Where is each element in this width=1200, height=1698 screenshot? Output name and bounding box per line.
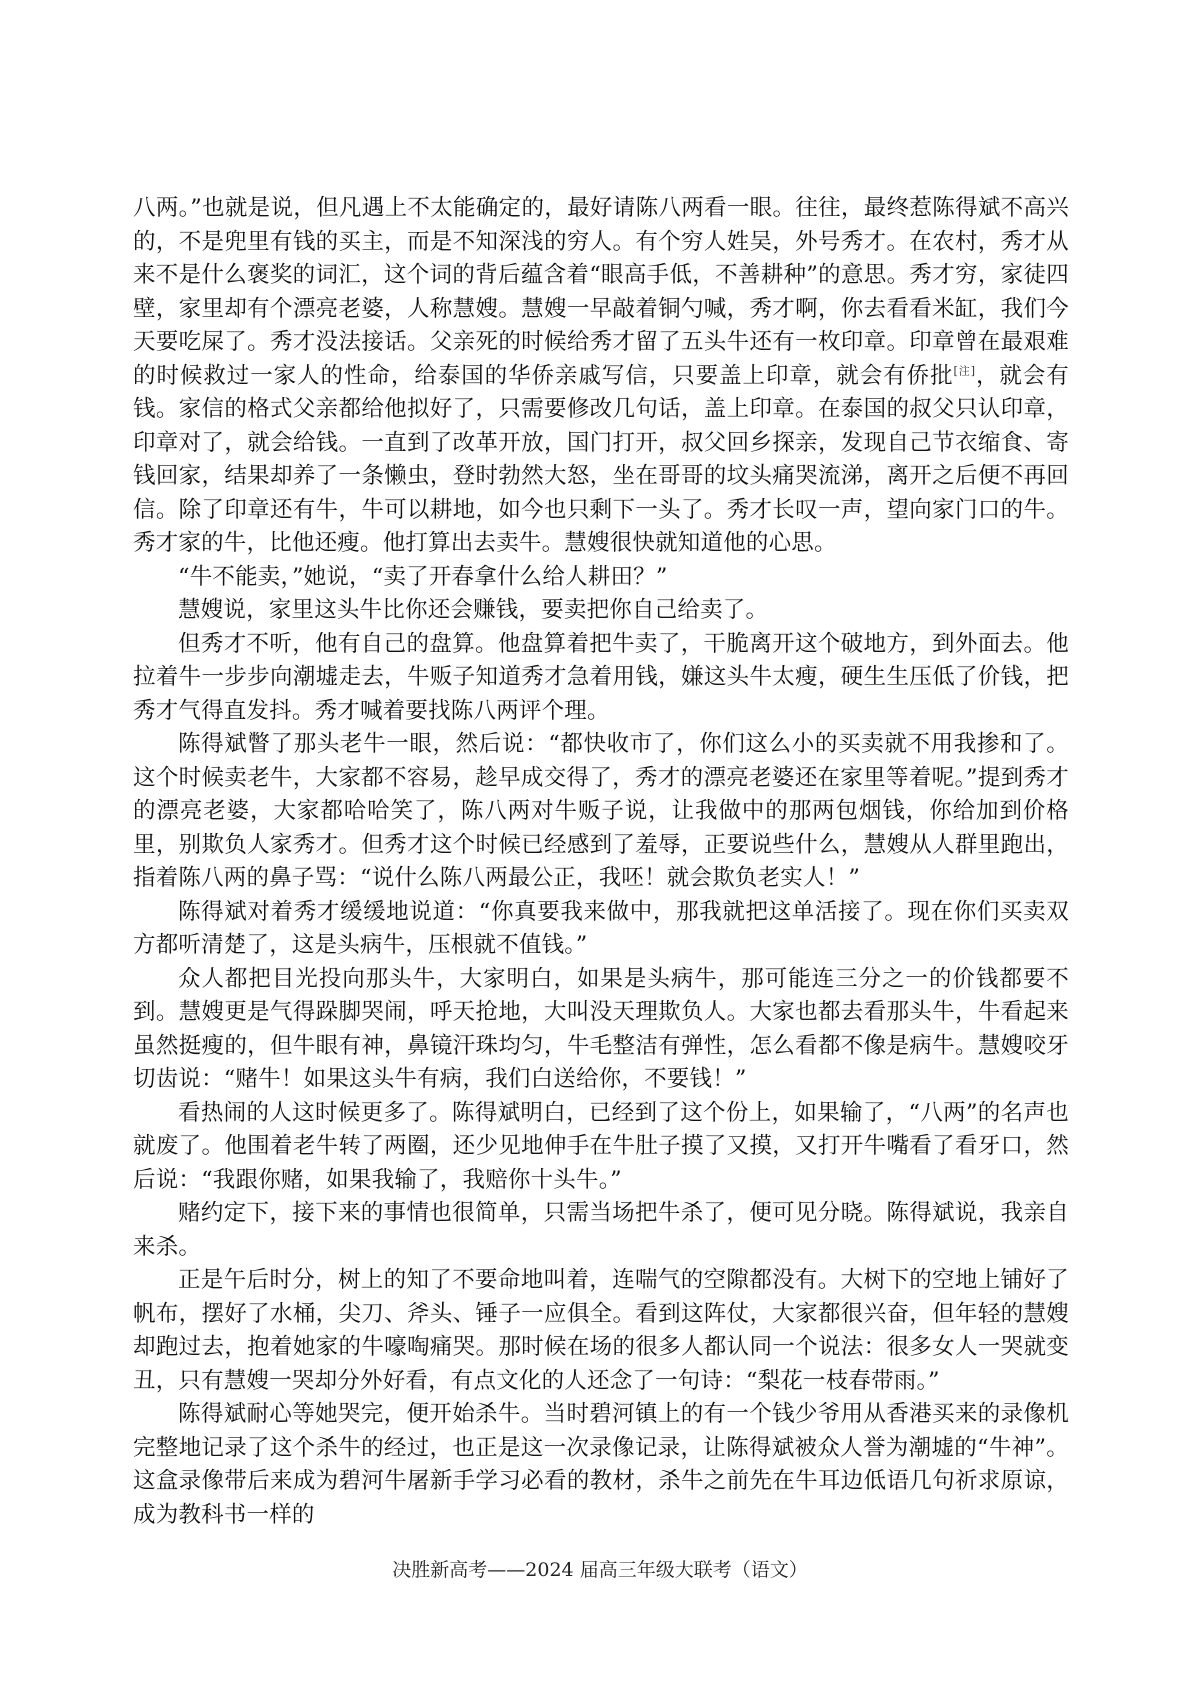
paragraph-1-text-a: 八两。”也就是说，但凡遇上不太能确定的，最好请陈八两看一眼。往往，最终惹陈得斌不高兴的，不是兜里有钱的买主，而是不知深浅的穷人。有个穷人姓吴，外号秀才。在农村，秀才从来不是什么褒奖的词汇，这个词的背后蕴含着“眼高手低，不善耕种”的意思。秀才穷，家徒四壁，家里却有个漂亮老婆，人称慧嫂。慧嫂一早敲着铜勺喊，秀才啊，你去看看米缸，我们今天要吃屎了。秀才没法接话。父亲死的时候给秀才留了五头牛还有一枚印章。印章曾在最艰难的时候救过一家人的性命，给泰国的华侨亲戚写信，只要盖上印章，就会有侨批: [133, 195, 1069, 389]
paragraph-10: 正是午后时分，树上的知了不要命地叫着，连喘气的空隙都没有。大树下的空地上铺好了帆布，摆好了水桶，尖刀、斧头、锤子一应俱全。看到这阵仗，大家都很兴奋，但年轻的慧嫂却跑过去，抱着她家的牛嚎啕痛哭。那时候在场的很多人都认同一个说法：很多女人一哭就变丑，只有慧嫂一哭却分外好看，有点文化的人还念了一句诗：“梨花一枝春带雨。”: [133, 1267, 1069, 1394]
page-footer: 决胜新高考——2024 届高三年级大联考（语文）: [392, 1559, 808, 1581]
paragraph-4: 但秀才不听，他有自己的盘算。他盘算着把牛卖了，干脆离开这个破地方，到外面去。他拉着牛一步步向潮墟走去，牛贩子知道秀才急着用钱，嫌这头牛太瘦，硬生生压低了价钱，把秀才气得直发抖。秀才喊着要找陈八两评个理。: [133, 630, 1069, 724]
paragraph-1: [133, 192, 1069, 561]
story-text: [133, 192, 1069, 1532]
paragraph-7: 众人都把目光投向那头牛，大家明白，如果是头病牛，那可能连三分之一的价钱都要不到。慧嫂更是气得跺脚哭闹，呼天抢地，大叫没天理欺负人。大家也都去看那头牛，牛看起来虽然挺瘦的，但牛眼有神，鼻镜汗珠均匀，牛毛整洁有弹性，怎么看都不像是病牛。慧嫂咬牙切齿说：“赌牛！如果这头牛有病，我们白送给你，不要钱！”: [133, 965, 1069, 1092]
paragraph-8: 看热闹的人这时候更多了。陈得斌明白，已经到了这个份上，如果输了，“八两”的名声也就废了。他围着老牛转了两圈，还少见地伸手在牛肚子摸了又摸，又打开牛嘴看了看牙口，然后说：“我跟你赌，如果我输了，我赔你十头牛。”: [133, 1099, 1069, 1193]
paragraph-3: 慧嫂说，家里这头牛比你还会赚钱，要卖把你自己给卖了。: [178, 597, 769, 623]
paragraph-11: 陈得斌耐心等她哭完，便开始杀牛。当时碧河镇上的有一个钱少爷用从香港买来的录像机完整地记录了这个杀牛的经过，也正是这一次录像记录，让陈得斌被众人誉为潮墟的“牛神”。这盒录像带后来成为碧河牛屠新手学习必看的教材，杀牛之前先在牛耳边低语几句祈求原谅，成为教科书一样的: [133, 1401, 1069, 1528]
paragraph-6: 陈得斌对着秀才缓缓地说道：“你真要我来做中，那我就把这单活接了。现在你们买卖双方都听清楚了，这是头病牛，压根就不值钱。”: [133, 898, 1069, 958]
footnote-marker: [注]: [953, 364, 976, 377]
paragraph-9: 赌约定下，接下来的事情也很简单，只需当场把牛杀了，便可见分晓。陈得斌说，我亲自来杀。: [133, 1200, 1069, 1260]
paragraph-2: “牛不能卖，”她说，“卖了开春拿什么给人耕田？”: [178, 563, 668, 590]
paragraph-1-text-b: ，就会有钱。家信的格式父亲都给他拟好了，只需要修改几句话，盖上印章。在泰国的叔父只认印章，印章对了，就会给钱。一直到了改革开放，国门打开，叔父回乡探亲，发现自己节衣缩食、寄钱回家，结果却养了一条懒虫，登时勃然大怒，坐在哥哥的坟头痛哭流涕，离开之后便不再回信。除了印章还有牛，牛可以耕地，如今也只剩下一头了。秀才长叹一声，望向家门口的牛。秀才家的牛，比他还瘦。他打算出去卖牛。慧嫂很快就知道他的心思。: [133, 362, 1069, 556]
paragraph-5: 陈得斌瞥了那头老牛一眼，然后说：“都快收市了，你们这么小的买卖就不用我掺和了。这个时候卖老牛，大家都不容易，趁早成交得了，秀才的漂亮老婆还在家里等着呢。”提到秀才的漂亮老婆，大家都哈哈笑了，陈八两对牛贩子说，让我做中的那两包烟钱，你给加到价格里，别欺负人家秀才。但秀才这个时候已经感到了羞辱，正要说些什么，慧嫂从人群里跑出，指着陈八两的鼻子骂：“说什么陈八两最公正，我呸！就会欺负老实人！”: [133, 731, 1069, 891]
